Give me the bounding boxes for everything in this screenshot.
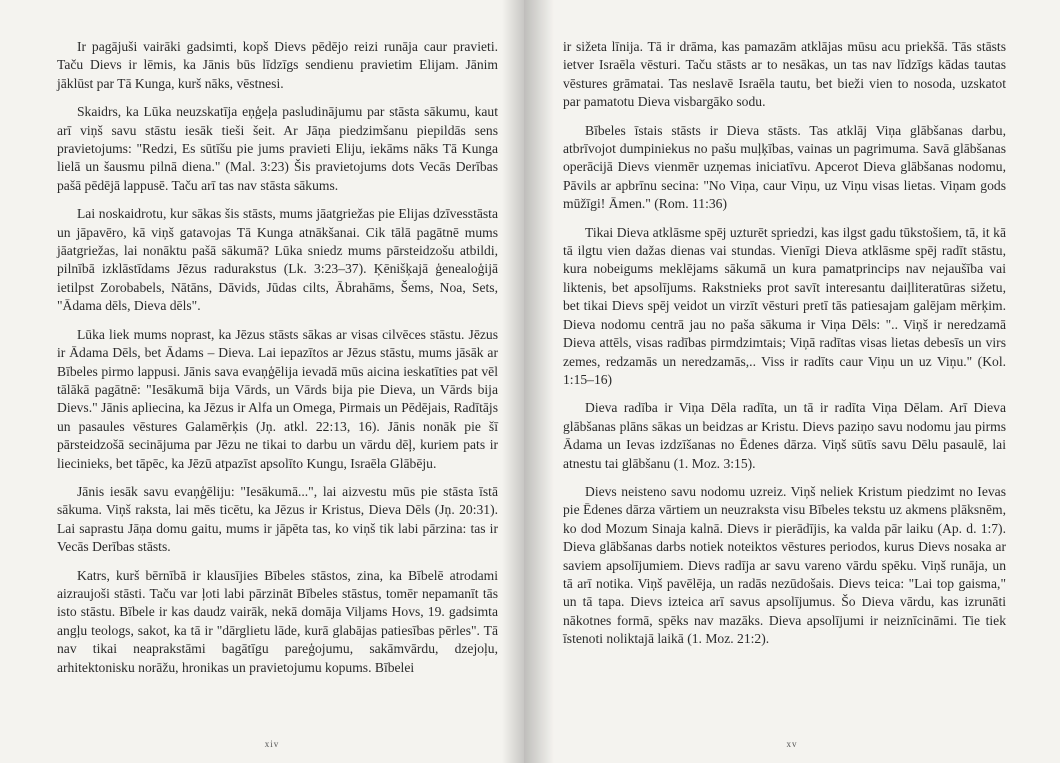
left-paragraph-2: Skaidrs, ka Lūka neuzskatīja eņģeļa pasludinājumu par stāsta sākumu, kaut arī viņš savu stāstu iesāk tieši šeit. Ar Jāņa piedzimšanu piepildās sens pravietojums: "Redzi, Es sūtīšu pie jums pravieti Eliju, iekāms nāks Tā Kunga lielā un šausmu pilnā diena." (Mal. 3:23) Šis pravietojums dots Vecās Derības pašā pēdējā lappusē. Taču arī tas nav stāsta sākums.	[57, 104, 498, 193]
right-paragraph-4: Dieva radība ir Viņa Dēla radīta, un tā ir radīta Viņa Dēlam. Arī Dieva glābšanas plāns sākas un beidzas ar Kristu. Dievs paziņo savu nodomu jau pirms Ādama un Ievas izdzīšanas no Ēdenes dārza. Viņš sūtīs savu Dēlu pasaulē, lai atnestu tai glābšanu (1. Moz. 3:15).	[563, 400, 1006, 471]
left-paragraph-4: Lūka liek mums noprast, ka Jēzus stāsts sākas ar visas cilvēces stāstu. Jēzus ir Ādama Dēls, bet Ādams – Dieva. Lai iepazītos ar Jēzus stāstu, mums jāsāk ar Bībeles pirmo lappusi. Jānis sava evaņģēlija ievadā mūs aicina ieskatīties pat vēl tālākā pagātnē: "Iesākumā bija Vārds, un Vārds bija pie Dieva, un Vārds bija Dievs." Jānis apliecina, ka Jēzus ir Alfa un Omega, Pirmais un Pēdējais, Radītājs un pasaules vēstures Galamērķis (Jņ. atkl. 22:13, 16). Jānis nonāk pie šī pārsteidzošā secinājuma par Jēzu ne tikai to darbu un vārdu dēļ, kuriem pats ir liecinieks, bet tāpēc, ka Jēzū atpazīst apsolīto Kungu, Israēla Glābēju.	[57, 326, 498, 471]
gutter-shadow-right	[524, 0, 554, 763]
left-page	[0, 0, 524, 763]
right-page	[524, 0, 1060, 763]
right-paragraph-1: ir sižeta līnija. Tā ir drāma, kas pamazām atklājas mūsu acu priekšā. Tās stāsts ietver Israēla vēsturi. Taču stāsts ar to nesākas, un tas nav līdzīgs kādas tautas vēstures grāmatai. Tas neslavē Israēla tautu, bet bieži vien to nosoda, uzskatot par pamatotu Dieva visbargāko sodu.	[563, 39, 1006, 110]
right-paragraph-3: Tikai Dieva atklāsme spēj uzturēt spriedzi, kas ilgst gadu tūkstošiem, tā, it kā tā ilgtu vien dažas dienas vai stundas. Vienīgi Dieva atklāsme spēj radīt stāstu, kura nobeigums meklējams sākumā un kura pamatprincips nav nejaušība vai liktenis, bet apsolījums. Rakstnieks prot savīt interesantu daiļliteratūras sižetu, bet tikai Dievs spēj veidot un virzīt vēsturi pretī tās patiesajam galējam mērķim. Dieva nodomu centrā jau no paša sākuma ir Viņa Dēls: ".. Viņš ir neredzamā Dieva attēls, visas radības pirmdzimtais; Viņā radītas visas lietas debesīs un virs zemes, redzamās un neredzamās,.. Viss ir radīts caur Viņu un uz Viņu." (Kol. 1:15–16)	[563, 224, 1006, 387]
left-paragraph-5: Jānis iesāk savu evaņģēliju: "Iesākumā...", lai aizvestu mūs pie stāsta īstā sākuma. Viņš raksta, lai mēs ticētu, ka Jēzus ir Kristus, Dieva Dēls (Jņ. 20:31). Lai saprastu Jāņa domu gaitu, mums ir jāpēta tas, ko viņš tik labi pārzina: tas ir Vecās Derības stāsts.	[57, 483, 498, 555]
left-paragraph-3: Lai noskaidrotu, kur sākas šis stāsts, mums jāatgriežas pie Elijas dzīvesstāsta un jāpavēro, kā viņš gatavojas Tā Kunga atnākšanai. Cik tālā pagātnē mums jāatgriežas, lai nonāktu pašā sākumā? Lūka sniedz mums pārsteidzošu atbildi, pilnībā izklāstīdams Jēzus radurakstus (Lk. 3:23–37). Ķēnišķajā ģenealoģijā ietilpst Zorobabels, Nātāns, Dāvids, Jūdas cilts, Ābrahāms, Šems, Noa, Sets, "Ādama dēls, Dieva dēls".	[57, 206, 498, 314]
gutter-shadow-left	[502, 0, 524, 763]
right-page-number: xv	[786, 739, 798, 749]
left-paragraph-1: Ir pagājuši vairāki gadsimti, kopš Dievs pēdējo reizi runāja caur pravieti. Taču Dievs ir lēmis, ka Jānis būs līdzīgs sendienu pravietim Elijam. Jānim jāklūst par Tā Kunga, kurš nāks, vēstnesi.	[57, 39, 498, 91]
left-page-number: xiv	[264, 739, 280, 749]
right-paragraph-2: Bībeles īstais stāsts ir Dieva stāsts. Tas atklāj Viņa glābšanas darbu, atbrīvojot dumpiniekus no pašu muļķības, vainas un pagrimuma. Savā glābšanas operācijā Dievs vienmēr uzņemas iniciatīvu. Apcerot Dieva glābšanas nodomu, Pāvils ar apbrīnu secina: "No Viņa, caur Viņu, uz Viņu visas lietas. Viņam gods mūžīgi! Āmen." (Rom. 11:36)	[563, 122, 1006, 212]
left-paragraph-6: Katrs, kurš bērnībā ir klausījies Bībeles stāstos, zina, ka Bībelē atrodami aizraujoši stāsti. Taču var ļoti labi pārzināt Bībeles stāstus, tomēr nepamanīt tās isto stāstu. Bībele ir kas daudz vairāk, nekā domāja Viljams Hovs, 19. gadsimta angļu teologs, sakot, ka tā ir "dārglietu lāde, kurā glabājas patiesības pērles". Tā nav tikai neaprakstāmi bagātīgu pareģojumu, sakāmvārdu, dzejoļu, arhitektonisku norāžu, hronikas un pravietojumu kopums. Bībelei	[57, 567, 498, 675]
right-paragraph-5: Dievs neisteno savu nodomu uzreiz. Viņš neliek Kristum piedzimt no Ievas pie Ēdenes dārza vārtiem un neuzraksta visu Bībeles tekstu uz akmens plāksnēm, ko dod Mozum Sinaja kalnā. Dievs ir pierādījis, ka valda pār laiku (Ap. d. 1:7). Dieva glābšanas darbs notiek noteiktos vēstures periodos, kurus Dievs nosaka ar saviem apsolījumiem. Dievs radīja ar savu vareno vārdu spēku. Viņš runāja, un tā arī notika. Viņš pavēlēja, un radās nezūdošais. Dievs teica: "Lai top gaisma," un tā tapa. Dievs izteica arī savus apsolījumus. Šo Dieva vārdu, kas izrunāti nākotnes formā, spēks nav mazāks. Dieva apsolījumi ir neiznīcināmi. Tie tiek īstenoti noliktajā laikā (1. Moz. 21:2).	[563, 483, 1006, 647]
